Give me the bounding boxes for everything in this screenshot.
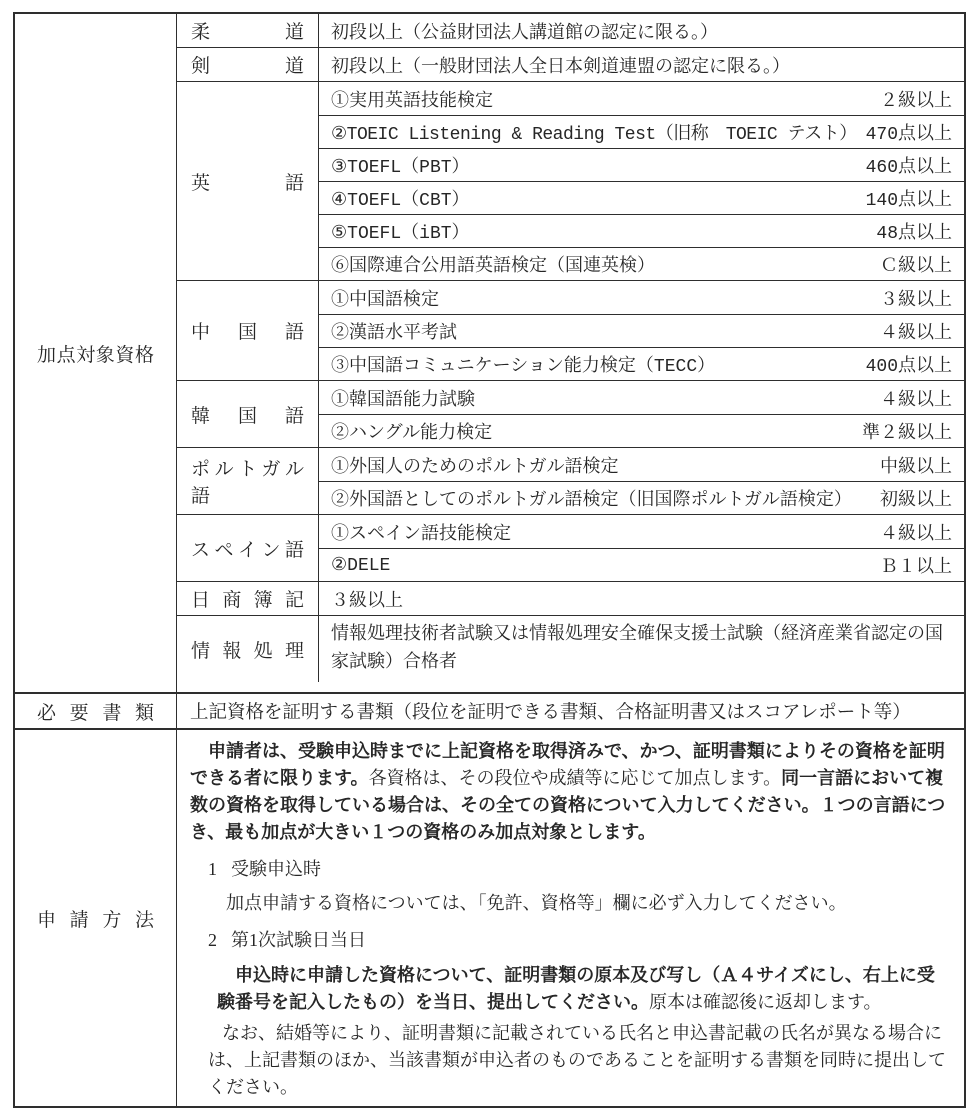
requirement-level: ３級以上 xyxy=(880,290,952,311)
requirement-row xyxy=(319,548,964,581)
section-application-method xyxy=(15,728,964,1106)
requirement-name: ①外国人のためのポルトガル語検定 xyxy=(331,457,619,478)
documents-label-cell xyxy=(15,694,177,728)
requirement-row xyxy=(319,181,964,214)
category-korean: 韓国語 xyxy=(191,405,304,427)
method-step2-paragraph xyxy=(217,962,951,1016)
requirement-level: 140点以上 xyxy=(865,191,952,211)
documents-label: 必要書類 xyxy=(37,702,154,724)
category-kendo-cell xyxy=(177,48,319,81)
requirement-level: 中級以上 xyxy=(880,457,952,478)
requirement-level: 準２級以上 xyxy=(862,424,952,444)
category-bookkeeping-cell xyxy=(177,582,319,615)
qualification-document-table xyxy=(13,12,966,1108)
step1-name: 受験申込時 xyxy=(231,859,321,879)
category-korean-cell xyxy=(177,381,319,447)
requirement-name: 初段以上（一般財団法人全日本剣道連盟の認定に限る。） xyxy=(331,57,790,78)
group-spanish xyxy=(177,514,964,581)
group-korean xyxy=(177,380,964,447)
qualifications-label-cell xyxy=(15,14,177,692)
requirement-name: ②DELE xyxy=(331,556,391,576)
requirement-row xyxy=(319,115,964,148)
category-judo: 柔道 xyxy=(191,22,304,43)
requirement-name: ③TOEFL（PBT） xyxy=(331,158,470,178)
requirement-row xyxy=(319,148,964,181)
category-spanish: スペイン語 xyxy=(191,539,304,561)
requirement-name: ⑤TOEFL（iBT） xyxy=(331,224,470,244)
documents-content: 上記資格を証明する書類（段位を証明できる書類、合格証明書又はスコアレポート等） xyxy=(190,703,911,723)
method-intro-paragraph xyxy=(190,738,951,846)
requirement-name: ②ハングル能力検定 xyxy=(331,424,493,444)
requirement-name: ②漢語水平考試 xyxy=(331,324,457,344)
requirement-name: ①スペイン語技能検定 xyxy=(331,524,511,545)
requirement-name: ①実用英語技能検定 xyxy=(331,91,493,112)
category-infotech: 情報処理 xyxy=(191,640,304,662)
requirement-name: ②外国語としてのポルトガル語検定（旧国際ポルトガル語検定） xyxy=(331,491,852,511)
requirement-name: ３級以上 xyxy=(331,591,403,612)
requirement-level: ４級以上 xyxy=(880,324,952,344)
requirement-level: 400点以上 xyxy=(865,357,952,377)
requirement-row xyxy=(319,381,964,414)
requirement-level: 460点以上 xyxy=(865,158,952,178)
group-infotech xyxy=(177,615,964,682)
requirement-row xyxy=(319,48,964,81)
qualifications-body xyxy=(177,14,964,692)
group-judo xyxy=(177,14,964,47)
requirement-name: ③中国語コミュニケーション能力検定（TECC） xyxy=(331,357,716,377)
method-content xyxy=(177,730,964,1106)
method-intro-bold-2: 同一言語において複数の資格を取得している場合は、その全ての資格について入力してください。１つの言語につき、最も加点が大きい１つの資格のみ加点対象とします。 xyxy=(190,768,946,842)
group-kendo xyxy=(177,47,964,81)
requirement-level: 初級以上 xyxy=(880,491,952,511)
requirement-name: 情報処理技術者試験又は情報処理安全確保支援士試験（経済産業省認定の国家試験）合格者 xyxy=(331,625,943,673)
requirement-level: 48点以上 xyxy=(876,224,952,244)
requirement-name: ①中国語検定 xyxy=(331,290,439,311)
step2-number: 2 xyxy=(208,930,217,950)
requirement-row xyxy=(319,448,964,481)
category-infotech-cell xyxy=(177,616,319,682)
category-english-cell xyxy=(177,82,319,280)
requirement-row xyxy=(319,582,964,615)
requirement-level: ４級以上 xyxy=(880,524,952,545)
section-required-documents xyxy=(15,692,964,728)
requirement-level: Ｂ１以上 xyxy=(880,558,952,578)
category-chinese-cell xyxy=(177,281,319,380)
group-english xyxy=(177,81,964,280)
requirement-level: ４級以上 xyxy=(880,390,952,411)
requirement-level: ２級以上 xyxy=(880,91,952,112)
category-kendo: 剣道 xyxy=(191,56,304,77)
requirement-name: ②TOEIC Listening & Reading Test（旧称 TOEIC テスト） xyxy=(331,125,857,145)
category-english: 英語 xyxy=(191,172,304,194)
requirement-row xyxy=(319,515,964,548)
category-spanish-cell xyxy=(177,515,319,581)
qualifications-label: 加点対象資格 xyxy=(37,344,154,366)
requirement-level: Ｃ級以上 xyxy=(880,257,952,277)
requirement-row xyxy=(319,481,964,514)
method-step2-title xyxy=(190,927,951,954)
method-label-cell xyxy=(15,730,177,1106)
requirement-row xyxy=(319,616,964,682)
requirement-row xyxy=(319,414,964,447)
method-intro-normal: 各資格は、その段位や成績等に応じて加点します。 xyxy=(368,768,782,788)
step2-normal-text: 原本は確認後に返却します。 xyxy=(649,992,882,1012)
method-label: 申請方法 xyxy=(37,909,154,931)
category-portuguese-cell xyxy=(177,448,319,514)
method-step1-title xyxy=(190,856,951,883)
requirement-row xyxy=(319,214,964,247)
requirement-name: ①韓国語能力試験 xyxy=(331,390,475,411)
category-portuguese: ポルトガル語 xyxy=(191,459,304,507)
step2-name: 第1次試験日当日 xyxy=(231,930,366,950)
requirement-row xyxy=(319,314,964,347)
requirement-row xyxy=(319,14,964,47)
requirement-name: ⑥国際連合公用語英語検定（国連英検） xyxy=(331,257,655,277)
requirement-name: 初段以上（公益財団法人講道館の認定に限る。） xyxy=(331,23,718,44)
group-chinese xyxy=(177,280,964,380)
group-portuguese xyxy=(177,447,964,514)
group-bookkeeping xyxy=(177,581,964,615)
method-step1-body: 加点申請する資格については、「免許、資格等」欄に必ず入力してください。 xyxy=(226,893,847,913)
step2-bold-text: 申込時に申請した資格について、証明書類の原本及び写し（Ａ４サイズにし、右上に受験番号を記入したもの）を当日、提出してください。 xyxy=(217,965,935,1012)
step1-number: 1 xyxy=(208,859,217,879)
requirement-name: ④TOEFL（CBT） xyxy=(331,191,470,211)
method-intro-bold-1: 申請者は、受験申込時までに上記資格を取得済みで、かつ、証明書類によりその資格を証明できる者に限ります。 xyxy=(190,741,945,788)
category-judo-cell xyxy=(177,14,319,47)
requirement-row xyxy=(319,281,964,314)
requirement-level: 470点以上 xyxy=(865,125,952,145)
requirement-row xyxy=(319,347,964,380)
category-bookkeeping: 日商簿記 xyxy=(191,590,304,611)
category-chinese: 中国語 xyxy=(191,322,304,343)
method-step2-note: なお、結婚等により、証明書類に記載されている氏名と申込書記載の氏名が異なる場合には、上記書類のほか、当該書類が申込者のものであることを証明する書類を同時に提出してください。 xyxy=(208,1023,946,1097)
requirement-row xyxy=(319,247,964,280)
requirement-row xyxy=(319,82,964,115)
section-qualifications xyxy=(15,14,964,692)
